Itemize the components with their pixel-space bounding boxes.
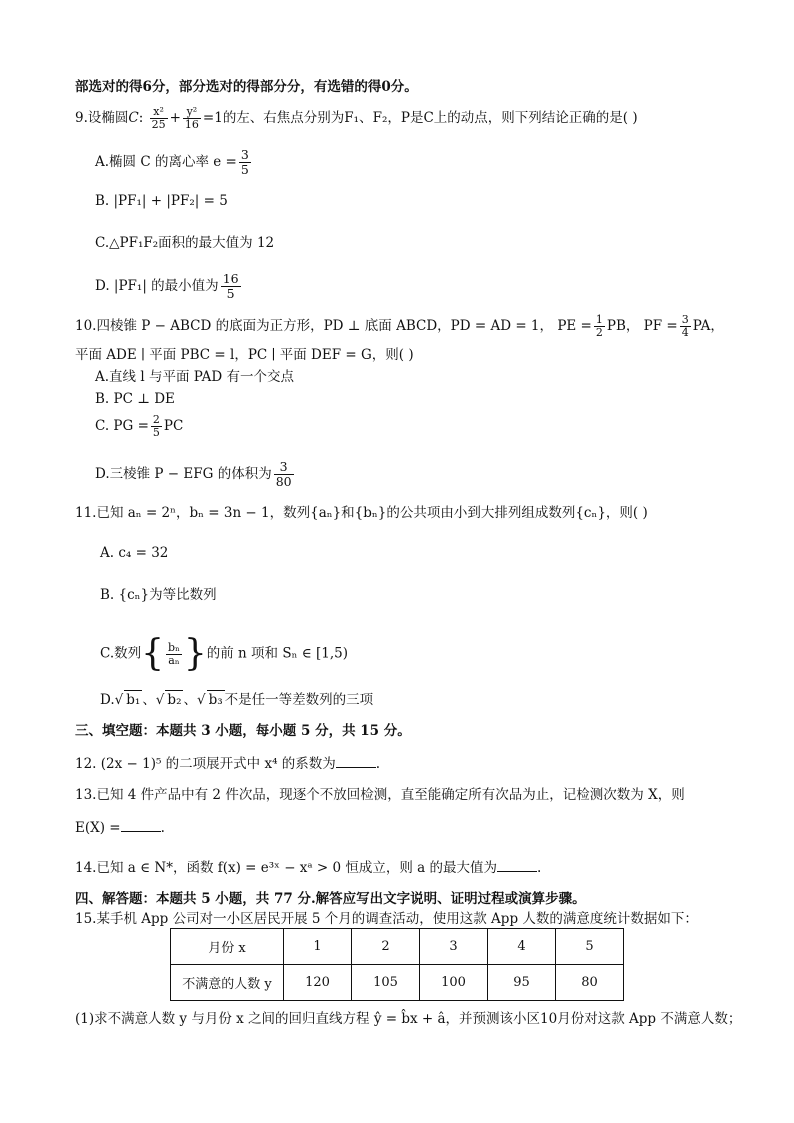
table-cell: 2 <box>352 929 420 965</box>
table-cell: 100 <box>420 965 488 1001</box>
table-row <box>171 965 624 1001</box>
table-row <box>171 929 624 965</box>
table-cell: 80 <box>556 965 624 1001</box>
section-3-heading: 三、填空题：本题共 3 小题，每小题 5 分，共 15 分。 <box>75 723 411 739</box>
table-cell: 4 <box>488 929 556 965</box>
table-cell: 105 <box>352 965 420 1001</box>
table-cell: 120 <box>284 965 352 1001</box>
q9-option-c: C.△PF₁F₂面积的最大值为 12 <box>95 235 275 251</box>
q9-x-fraction: $\frac{\text{x²}}{25}$ <box>151 105 166 131</box>
scoring-note: 部选对的得6分，部分选对的得部分分，有选错的得0分。 <box>75 79 418 95</box>
q10-option-c: C. PG = $\frac{2}{5}$ PC <box>95 413 184 439</box>
q10-stem-line2: 平面 ADE ∣ 平面 PBC = l，PC ∣ 平面 DEF = G，则( ) <box>75 347 414 363</box>
q13-line2: E(X) = . <box>75 820 165 836</box>
q10-option-a: A.直线 l 与平面 PAD 有一个交点 <box>95 369 294 385</box>
q11-option-d: D.√ b₁ 、√ b₂ 、√ b₃ 不是任一等差数列的三项 <box>100 692 374 708</box>
q14-answer-blank[interactable] <box>497 858 537 872</box>
q14: 14.已知 a ∈ N*，函数 f(x) = e³ˣ − xᵃ > 0 恒成立，则 a 的最大值为 . <box>75 860 542 876</box>
q13-line1: 13.已知 4 件产品中有 2 件次品，现逐个不放回检测，直至能确定所有次品为止，记检测次数为 X，则 <box>75 787 685 803</box>
q12: 12. (2x − 1)⁵ 的二项展开式中 x⁴ 的系数为 . <box>75 756 381 772</box>
q9-option-b: B. |PF₁| + |PF₂| = 5 <box>95 193 228 209</box>
q15-stem: 15.某手机 App 公司对一小区居民开展 5 个月的调查活动，使用这款 App 人数的满意度统计数据如下： <box>75 911 698 927</box>
q9-option-d: D. |PF₁| 的最小值为 $\frac{16}{5}$ <box>95 271 239 301</box>
table-cell: 1 <box>284 929 352 965</box>
q11-option-c: C.数列 { $\frac{\text{bₙ}}{\text{aₙ}}$ } 的前 n 项和 Sₙ ∈ [1,5) <box>100 633 349 674</box>
q11-option-a: A. c₄ = 32 <box>100 545 169 561</box>
q9-option-a: A.椭圆 C 的离心率 e = $\frac{3}{5}$ <box>95 147 249 177</box>
q13-answer-blank[interactable] <box>121 818 161 832</box>
q10-option-b: B. PC ⊥ DE <box>95 391 175 407</box>
q10-option-d: D.三棱锥 P − EFG 的体积为 $\frac{3}{80}$ <box>95 459 292 489</box>
q9-y-fraction: $\frac{\text{y²}}{16}$ <box>184 105 199 131</box>
q9-stem: 9.设椭圆C: $\frac{\text{x²}}{25}$ + $\frac{\text{y²}}{16}$ =1的左、右焦点分别为F₁、F₂，P是C上的动点，则下列结论正确的是( ) <box>75 105 638 131</box>
q12-answer-blank[interactable] <box>336 754 376 768</box>
table-cell: 3 <box>420 929 488 965</box>
table-cell: 5 <box>556 929 624 965</box>
q10-stem-line1: 10.四棱锥 P − ABCD 的底面为正方形，PD ⊥ 底面 ABCD，PD = AD = 1， PE = $\frac{1}{2}$ PB， PF = $\frac{3}{4}$ PA， <box>75 313 724 339</box>
table-cell: 95 <box>488 965 556 1001</box>
q11-stem: 11.已知 aₙ = 2ⁿ，bₙ = 3n − 1，数列{aₙ}和{bₙ}的公共项由小到大排列组成数列{cₙ}，则( ) <box>75 505 648 521</box>
q15-data-table <box>170 928 624 1001</box>
table-header-unsatisfied: 不满意的人数 y <box>171 965 284 1001</box>
table-header-month: 月份 x <box>171 929 284 965</box>
q11-option-b: B. {cₙ}为等比数列 <box>100 587 217 603</box>
q15-part1: (1)求不满意人数 y 与月份 x 之间的回归直线方程 ŷ = b̂x + â，并预测该小区10月份对这款 App 不满意人数； <box>75 1011 742 1027</box>
section-4-heading: 四、解答题：本题共 5 小题，共 77 分.解答应写出文字说明、证明过程或演算步骤。 <box>75 891 586 907</box>
